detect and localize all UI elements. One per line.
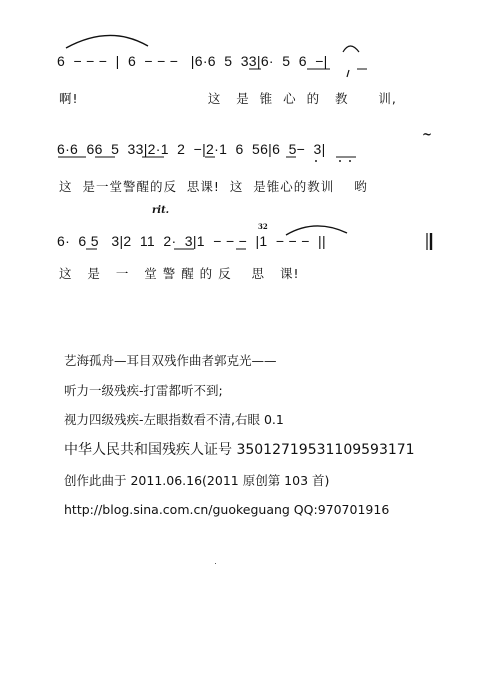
tempo-mark: rit. (152, 205, 170, 216)
tie-arc-line1 (66, 35, 148, 48)
grace-note: 32 (258, 222, 268, 231)
score-line-3-notes: 6· 6 5 3|2 11 2· 3|1 − − − |1 − − − || (57, 233, 326, 249)
score-line-2-lyrics: 这 是一堂警醒的反 思课! 这 是锥心的教训 哟 (59, 179, 368, 194)
scan-speck (215, 563, 216, 564)
hearing-disability-line: 听力一级残疾-打雷都听不到; (64, 383, 223, 398)
breath-mark (347, 70, 349, 77)
score-line-3-lyrics: 这 是 一 堂 警 醒 的 反 思 课! (59, 266, 300, 281)
creation-date-line: 创作此曲于 2011.06.16(2011 原创第 103 首) (64, 473, 330, 488)
score-line-1-notes: 6 − − − | 6 − − − |6·6 5 33|6· 5 6 −| (57, 53, 328, 69)
trill-mark: ~ (422, 127, 433, 141)
score-line-1-lyrics: 啊! 这 是 锥 心 的 教 训, (59, 91, 397, 106)
author-line: 艺海孤舟—耳目双残作曲者郭克光—— (64, 353, 277, 368)
low-octave-dot (349, 160, 351, 162)
low-octave-dot (315, 160, 317, 162)
slur-arc-line1 (343, 46, 359, 52)
vision-disability-line: 视力四级残疾-左眼指数看不清,右眼 0.1 (64, 412, 284, 427)
score-line-2-notes: 6·6 66 5 33|2·1 2 −|2·1 6 56|6 5− 3| (57, 141, 326, 157)
contact-line: http://blog.sina.com.cn/guokeguang QQ:970701916 (64, 502, 390, 517)
certificate-line: 中华人民共和国残疾人证号 35012719531109593171 (64, 442, 415, 458)
low-octave-dot (339, 160, 341, 162)
